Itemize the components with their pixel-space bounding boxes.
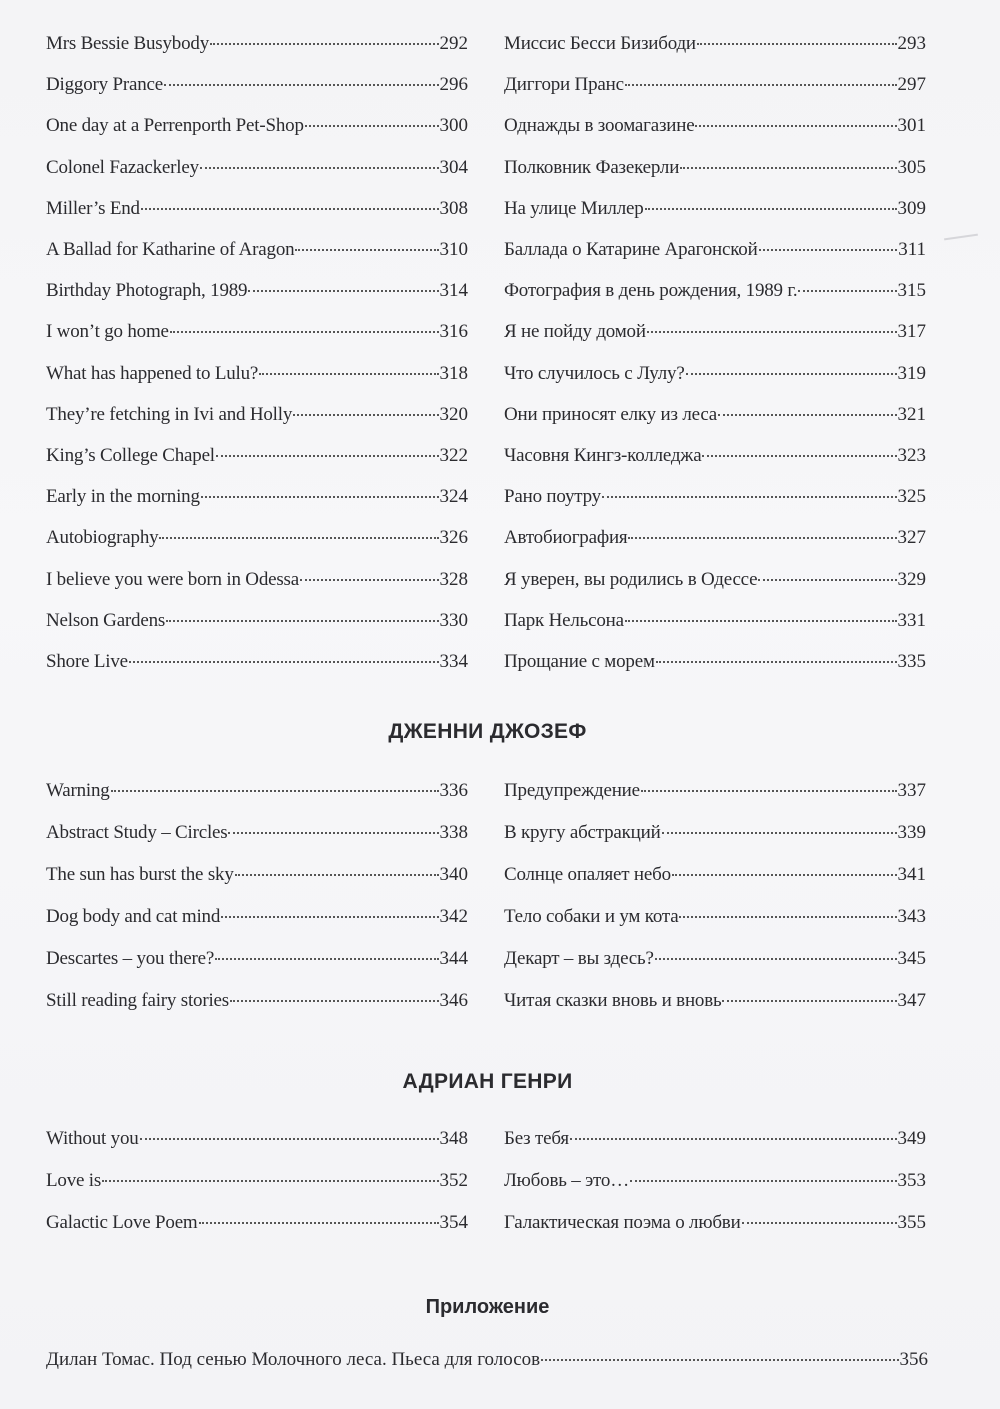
entry-page-number: 322 [439, 445, 468, 466]
entry-page-number: 316 [439, 321, 468, 343]
entry-title: Декарт – вы здесь? [504, 948, 654, 969]
entry-page-number: 352 [439, 1170, 468, 1191]
toc-entry[interactable] [504, 905, 926, 929]
entry-title: На улице Миллер [504, 197, 644, 219]
entry-page-number: 328 [439, 568, 468, 590]
toc-entry[interactable] [504, 609, 926, 633]
toc-entry[interactable] [504, 1127, 926, 1151]
dot-leader [758, 579, 896, 581]
toc-entry[interactable] [46, 279, 468, 303]
entry-page-number: 338 [439, 822, 468, 843]
entry-title: Часовня Кингз-колледжа [504, 445, 702, 466]
section-heading-adrian-henri: АДРИАН ГЕНРИ [402, 1070, 573, 1093]
toc-entry[interactable] [46, 947, 468, 971]
entry-page-number: 318 [439, 362, 468, 384]
dot-leader [742, 1222, 897, 1224]
entry-title: Still reading fairy stories [46, 990, 229, 1011]
entry-page-number: 317 [897, 321, 926, 343]
entry-page-number: 354 [439, 1212, 468, 1233]
dot-leader [293, 414, 438, 416]
entry-page-number: 340 [439, 864, 468, 885]
entry-title: Миссис Бесси Бизибоди [504, 33, 696, 54]
toc-entry[interactable] [504, 526, 926, 550]
toc-entry[interactable] [504, 197, 926, 221]
toc-entry[interactable] [504, 32, 926, 56]
entry-title: Автобиография [504, 527, 628, 549]
toc-entry[interactable] [504, 485, 926, 509]
toc-entry[interactable] [504, 650, 926, 674]
dot-leader [630, 1180, 897, 1182]
entry-page-number: 305 [897, 156, 926, 178]
entry-title: I believe you were born in Odessa [46, 568, 299, 590]
entry-title: Рано поутру [504, 486, 601, 508]
entry-page-number: 297 [897, 74, 926, 96]
entry-title: Diggory Prance [46, 74, 163, 96]
entry-title: What has happened to Lulu? [46, 362, 259, 384]
dot-leader [602, 496, 897, 498]
entry-page-number: 355 [897, 1212, 926, 1233]
dot-leader [656, 661, 897, 663]
toc-entry[interactable] [504, 362, 926, 386]
toc-entry[interactable] [46, 362, 468, 386]
dot-leader [722, 1000, 896, 1002]
entry-title: Читая сказки вновь и вновь [504, 990, 722, 1011]
entry-page-number: 292 [439, 33, 468, 54]
dot-leader [655, 958, 897, 960]
dot-leader [140, 1138, 439, 1140]
entry-page-number: 337 [897, 780, 926, 801]
dot-leader [759, 249, 898, 251]
toc-entry[interactable] [46, 73, 468, 97]
entry-page-number: 321 [897, 403, 926, 425]
dot-leader [199, 1222, 439, 1224]
entry-page-number: 344 [439, 948, 468, 969]
entry-page-number: 304 [439, 156, 468, 178]
entry-page-number: 323 [897, 445, 926, 466]
toc-entry[interactable] [46, 568, 468, 592]
dot-leader [718, 414, 896, 416]
dot-leader [102, 1180, 438, 1182]
toc-entry[interactable] [46, 114, 468, 138]
toc-entry[interactable] [46, 197, 468, 221]
entry-title: King’s College Chapel [46, 445, 215, 466]
toc-entry[interactable] [504, 1211, 926, 1235]
entry-page-number: 325 [897, 486, 926, 508]
entry-page-number: 353 [897, 1170, 926, 1191]
dot-leader [641, 790, 897, 792]
toc-entry[interactable] [46, 1211, 468, 1235]
toc-entry[interactable] [46, 609, 468, 633]
toc-entry[interactable] [46, 650, 468, 674]
entry-title: A Ballad for Katharine of Aragon [46, 239, 295, 260]
entry-title: Love is [46, 1170, 102, 1191]
entry-page-number: 310 [439, 239, 468, 260]
appendix-heading: Приложение [425, 1296, 550, 1318]
dot-leader [798, 290, 896, 292]
appendix-entry[interactable] [46, 1348, 928, 1372]
dot-leader [695, 125, 896, 127]
entry-title: Miller’s End [46, 197, 140, 219]
dot-leader [228, 832, 438, 834]
entry-page-number: 345 [897, 948, 926, 969]
entry-title: Nelson Gardens [46, 609, 166, 631]
entry-page-number: 336 [439, 780, 468, 801]
dot-leader [628, 537, 896, 539]
dot-leader [170, 331, 439, 333]
entry-page-number: 343 [897, 906, 926, 927]
entry-page-number: 309 [897, 197, 926, 219]
dot-leader [129, 661, 439, 663]
entry-title: Что случилось с Лулу? [504, 362, 685, 384]
entry-title: Warning [46, 780, 110, 801]
entry-page-number: 329 [897, 568, 926, 590]
toc-entry[interactable] [504, 403, 926, 427]
entry-page-number: 324 [439, 486, 468, 508]
entry-page-number: 296 [439, 74, 468, 96]
entry-page-number: 327 [897, 527, 926, 549]
dot-leader [625, 620, 897, 622]
entry-title: Дилан Томас. Под сенью Молочного леса. Пьеса для голосов [46, 1349, 541, 1370]
entry-page-number: 301 [897, 115, 926, 137]
entry-title: Colonel Fazackerley [46, 156, 199, 178]
dot-leader [702, 455, 896, 457]
toc-entry[interactable] [46, 238, 468, 262]
entry-page-number: 342 [439, 906, 468, 927]
toc-entry[interactable] [504, 947, 926, 971]
dot-leader [111, 790, 439, 792]
dot-leader [159, 537, 438, 539]
toc-entry[interactable] [504, 989, 926, 1013]
entry-title: Mrs Bessie Busybody [46, 33, 209, 54]
toc-entry[interactable] [46, 156, 468, 180]
entry-title: Shore Live [46, 651, 128, 672]
dot-leader [295, 249, 438, 251]
toc-entry[interactable] [504, 114, 926, 138]
entry-title: Они приносят елку из леса [504, 403, 718, 425]
toc-entry[interactable] [504, 73, 926, 97]
dot-leader [230, 1000, 439, 1002]
entry-page-number: 347 [897, 990, 926, 1011]
toc-entry[interactable] [504, 568, 926, 592]
dot-leader [248, 290, 438, 292]
entry-title: Autobiography [46, 527, 159, 549]
entry-title: В кругу абстракций [504, 822, 661, 843]
dot-leader [647, 331, 897, 333]
entry-title: They’re fetching in Ivi and Holly [46, 403, 293, 425]
dot-leader [216, 455, 439, 457]
toc-entry[interactable] [504, 279, 926, 303]
toc-entry[interactable] [46, 526, 468, 550]
entry-title: Descartes – you there? [46, 948, 215, 969]
entry-page-number: 315 [897, 280, 926, 302]
entry-page-number: 331 [897, 609, 926, 631]
dot-leader [645, 208, 897, 210]
entry-title: Фотография в день рождения, 1989 г. [504, 280, 798, 302]
toc-entry[interactable] [504, 779, 926, 803]
toc-entry[interactable] [46, 905, 468, 929]
toc-entry[interactable] [504, 444, 926, 468]
dot-leader [141, 208, 439, 210]
entry-page-number: 326 [439, 527, 468, 549]
toc-entry[interactable] [46, 1169, 468, 1193]
toc-entry[interactable] [46, 779, 468, 803]
entry-title: One day at a Perrenporth Pet-Shop [46, 115, 304, 137]
entry-page-number: 334 [439, 651, 468, 672]
entry-title: Без тебя [504, 1128, 569, 1149]
entry-page-number: 311 [898, 239, 926, 260]
entry-title: Баллада о Катарине Арагонской [504, 239, 758, 260]
toc-entry[interactable] [504, 156, 926, 180]
toc-entry[interactable] [46, 821, 468, 845]
entry-title: Предупреждение [504, 780, 640, 801]
section-heading-jenny-joseph: ДЖЕННИ ДЖОЗЕФ [388, 720, 587, 743]
entry-page-number: 320 [439, 403, 468, 425]
page-smudge [944, 234, 978, 241]
toc-entry[interactable] [46, 485, 468, 509]
dot-leader [300, 579, 439, 581]
dot-leader [625, 84, 897, 86]
dot-leader [164, 84, 439, 86]
toc-entry[interactable] [46, 863, 468, 887]
dot-leader [235, 874, 439, 876]
entry-page-number: 293 [897, 33, 926, 54]
dot-leader [541, 1359, 898, 1361]
entry-title: Abstract Study – Circles [46, 822, 228, 843]
dot-leader [215, 958, 438, 960]
toc-entry[interactable] [46, 444, 468, 468]
dot-leader [200, 167, 439, 169]
toc-entry[interactable] [46, 1127, 468, 1151]
toc-entry[interactable] [504, 821, 926, 845]
entry-title: Диггори Пранс [504, 74, 624, 96]
entry-page-number: 341 [897, 864, 926, 885]
toc-entry[interactable] [46, 320, 468, 344]
entry-page-number: 308 [439, 197, 468, 219]
dot-leader [201, 496, 439, 498]
entry-title: Прощание с морем [504, 651, 655, 672]
entry-title: Тело собаки и ум кота [504, 906, 679, 927]
entry-page-number: 319 [897, 362, 926, 384]
entry-title: Солнце опаляет небо [504, 864, 671, 885]
entry-title: I won’t go home [46, 321, 169, 343]
dot-leader [570, 1138, 897, 1140]
entry-page-number: 349 [897, 1128, 926, 1149]
toc-entry[interactable] [504, 238, 926, 262]
toc-entry[interactable] [46, 403, 468, 427]
toc-entry[interactable] [504, 1169, 926, 1193]
entry-page-number: 346 [439, 990, 468, 1011]
dot-leader [662, 832, 897, 834]
entry-title: Dog body and cat mind [46, 906, 221, 927]
entry-title: Однажды в зоомагазине [504, 115, 695, 137]
dot-leader [166, 620, 438, 622]
entry-title: Любовь – это… [504, 1170, 629, 1191]
toc-entry[interactable] [46, 989, 468, 1013]
entry-title: Галактическая поэма о любви [504, 1212, 741, 1233]
toc-entry[interactable] [46, 32, 468, 56]
dot-leader [210, 43, 439, 45]
dot-leader [221, 916, 438, 918]
entry-page-number: 330 [439, 609, 468, 631]
entry-page-number: 314 [439, 280, 468, 302]
entry-page-number: 339 [897, 822, 926, 843]
entry-title: Galactic Love Poem [46, 1212, 198, 1233]
entry-page-number: 348 [439, 1128, 468, 1149]
dot-leader [697, 43, 897, 45]
entry-page-number: 335 [897, 651, 926, 672]
entry-title: Я уверен, вы родились в Одессе [504, 568, 758, 590]
dot-leader [305, 125, 439, 127]
dot-leader [679, 916, 896, 918]
dot-leader [672, 874, 897, 876]
dot-leader [686, 373, 897, 375]
entry-title: Я не пойду домой [504, 321, 646, 343]
entry-title: Early in the morning [46, 486, 200, 508]
entry-page-number: 356 [899, 1349, 928, 1370]
toc-entry[interactable] [504, 320, 926, 344]
entry-title: The sun has burst the sky [46, 864, 234, 885]
entry-page-number: 300 [439, 115, 468, 137]
entry-title: Birthday Photograph, 1989 [46, 280, 248, 302]
entry-title: Without you [46, 1128, 139, 1149]
dot-leader [680, 167, 896, 169]
entry-title: Парк Нельсона [504, 609, 624, 631]
entry-title: Полковник Фазекерли [504, 156, 680, 178]
toc-entry[interactable] [504, 863, 926, 887]
dot-leader [259, 373, 438, 375]
